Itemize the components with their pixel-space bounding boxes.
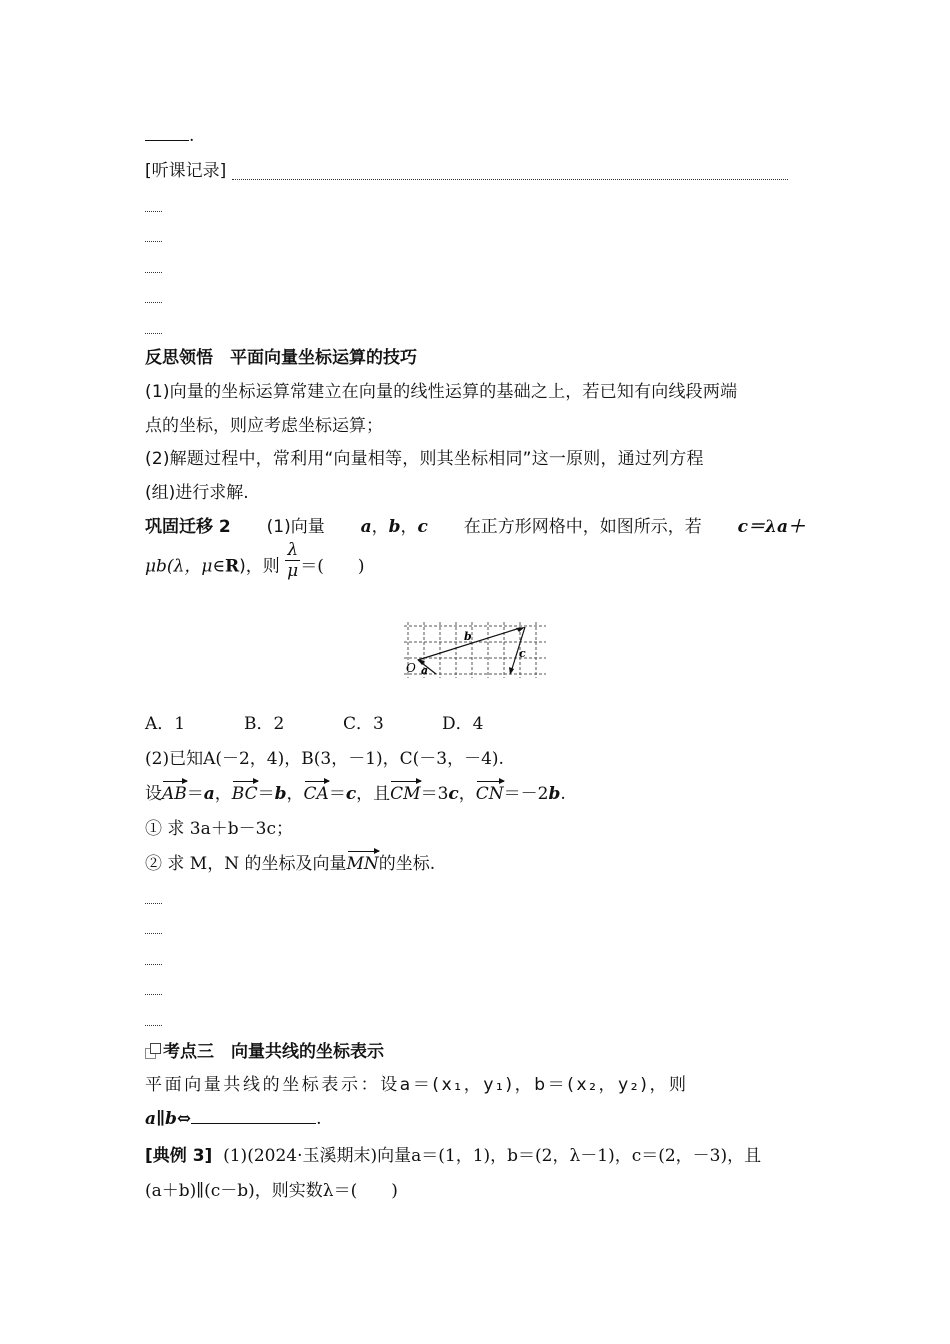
reflection-title: 反思领悟 平面向量坐标运算的技巧 xyxy=(145,348,417,368)
practice-q1-eq: c＝λa＋ xyxy=(737,517,805,537)
section3-line1: 平面向量共线的坐标表示：设a＝(x₁，y₁)，b＝(x₂，y₂)，则 xyxy=(145,1075,689,1095)
notes-rule xyxy=(232,179,788,180)
option-a: A．1 xyxy=(145,714,186,734)
a-label: a xyxy=(421,664,429,677)
vector-ab: AB xyxy=(162,784,187,804)
section-icon xyxy=(145,1043,161,1059)
practice-q1-line1: 巩固迁移 2 (1)向量 a，b，c 在正方形网格中，如图所示，若 c＝λa＋ xyxy=(145,517,805,537)
practice-options xyxy=(145,716,541,733)
answer-blank[interactable] xyxy=(191,1123,316,1124)
notes-line xyxy=(145,994,162,995)
notes-line xyxy=(145,241,162,242)
vector-cm: CM xyxy=(390,784,421,804)
vector-grid-figure xyxy=(398,618,552,684)
notes-line xyxy=(145,933,162,934)
notes-line xyxy=(145,211,162,212)
notes-line xyxy=(145,1025,162,1026)
notes-line xyxy=(145,302,162,303)
vector-bc: BC xyxy=(231,784,258,804)
vector-ca: CA xyxy=(303,784,329,804)
lambda-over-mu: $\frac{\lambda}{\mu}$ xyxy=(287,540,299,581)
notes-line xyxy=(145,333,162,334)
b-label: b xyxy=(464,630,472,643)
practice-q2-sub2: ② 求 M，N 的坐标及向量MN的坐标. xyxy=(145,854,436,874)
practice-q2-line2: 设AB＝a，BC＝b，CA＝c，且CM＝3c，CN＝－2b. xyxy=(145,784,566,804)
vector-cn: CN xyxy=(475,784,504,804)
vector-mn: MN xyxy=(346,854,379,874)
prev-answer-line: . xyxy=(145,128,194,145)
c-label: c xyxy=(519,647,526,660)
example3-line2: (a＋b)∥(c－b)，则实数λ＝( ) xyxy=(145,1181,398,1201)
option-b: B．2 xyxy=(244,714,285,734)
notes-line xyxy=(145,272,162,273)
origin-label: O xyxy=(406,661,416,675)
section3-heading: 考点三 向量共线的坐标表示 xyxy=(145,1043,384,1061)
notes-line xyxy=(145,903,162,904)
reflection-p1-line2: 点的坐标，则应考虑坐标运算； xyxy=(145,416,383,436)
example3-label: [典例 3] xyxy=(145,1146,213,1166)
option-c: C．3 xyxy=(343,714,384,734)
practice-q1-line2: μb(λ，μ∈R)，则 $\frac{\lambda}{\mu}$ ＝( ) xyxy=(145,540,365,581)
practice-label: 巩固迁移 2 xyxy=(145,517,231,537)
option-d: D．4 xyxy=(442,714,484,734)
reflection-p1-line1: (1)向量的坐标运算常建立在向量的线性运算的基础之上，若已知有向线段两端 xyxy=(145,382,738,402)
notes-line xyxy=(145,964,162,965)
reflection-p2-line1: (2)解题过程中，常利用“向量相等，则其坐标相同”这一原则，通过列方程 xyxy=(145,449,704,469)
practice-q1-mid: 在正方形网格中，如图所示，若 xyxy=(463,517,702,537)
reflection-p2-line2: (组)进行求解. xyxy=(145,483,249,503)
example3-line1: [典例 3] (1)(2024·玉溪期末)向量a＝(1，1)，b＝(2，λ－1)，c＝(2，－3)，且 xyxy=(145,1146,762,1166)
section3-line2: a∥b⇔ . xyxy=(145,1109,322,1129)
notes-label: [听课记录] xyxy=(145,161,227,181)
practice-q1-intro: (1)向量 xyxy=(266,517,325,537)
practice-q2-line1: (2)已知A(－2，4)，B(3，－1)，C(－3，－4). xyxy=(145,749,504,769)
practice-q2-sub1: ① 求 3a＋b－3c； xyxy=(145,819,293,839)
